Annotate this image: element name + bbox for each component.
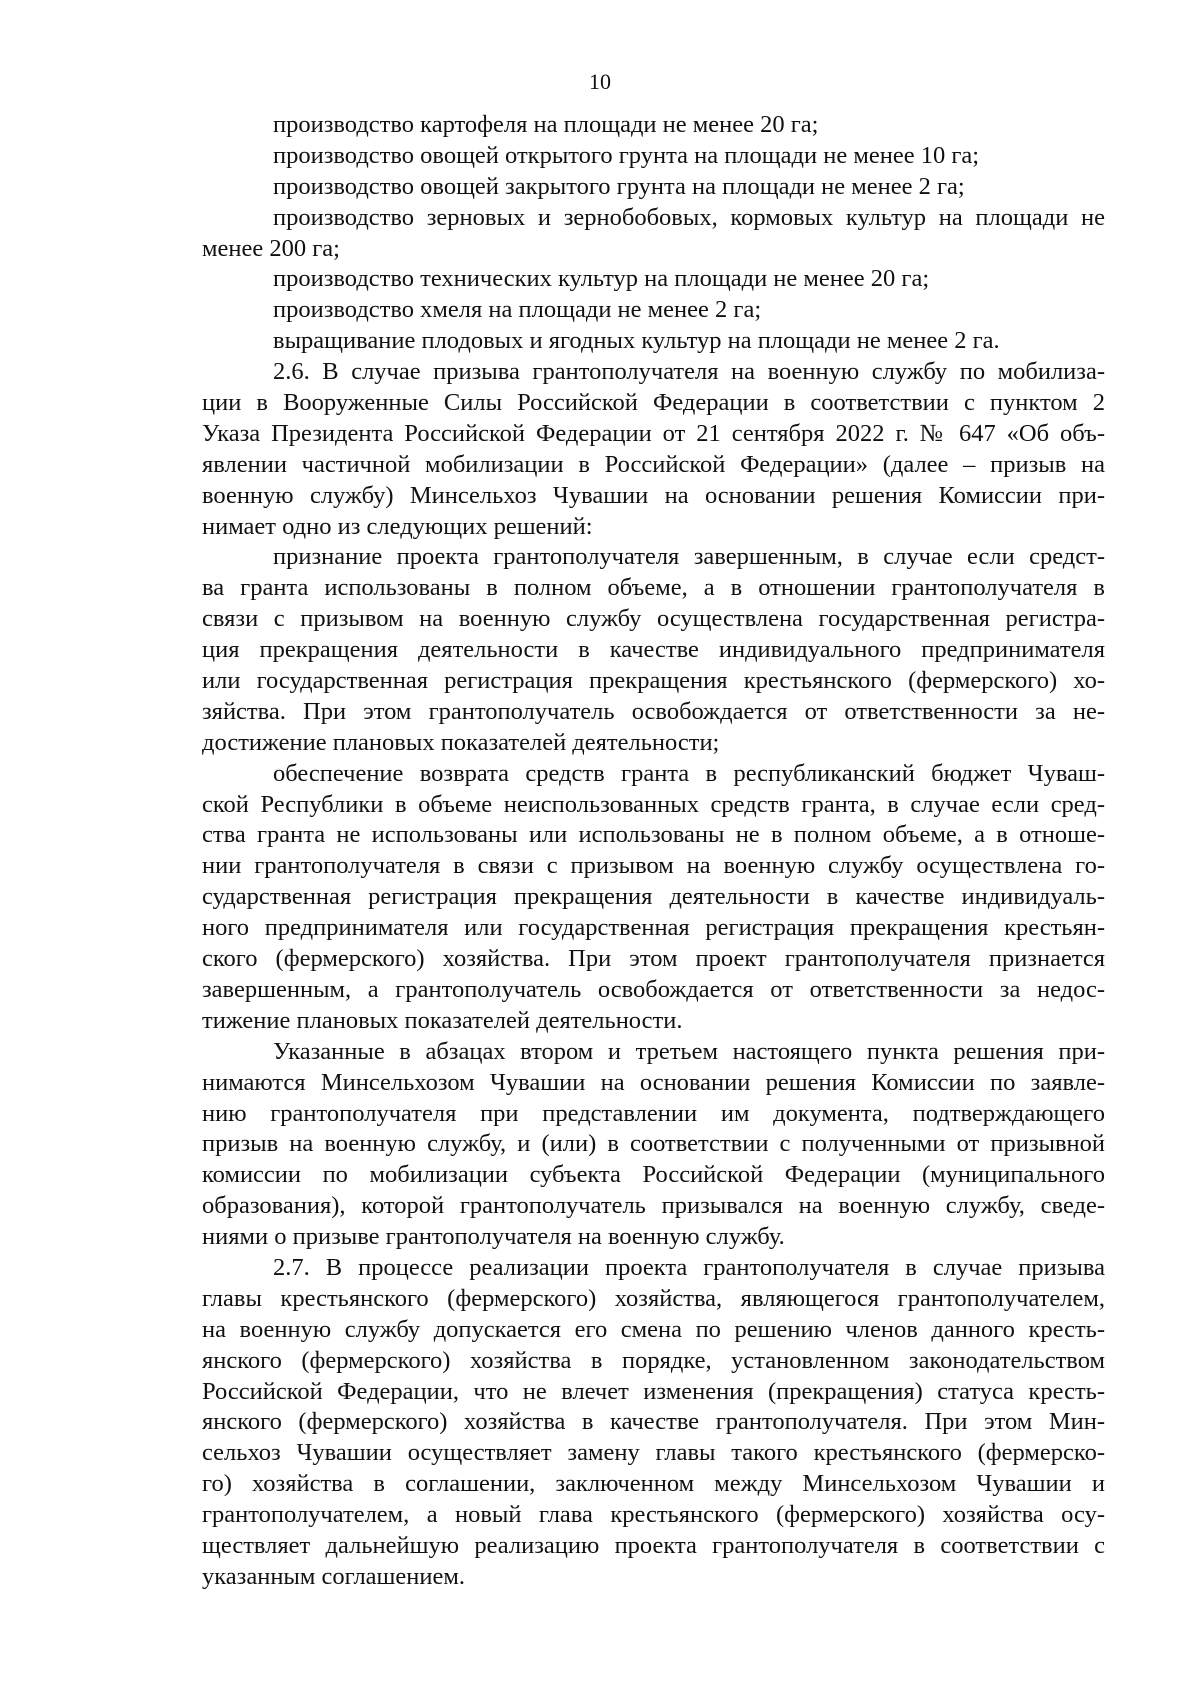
text-line: нимаются Минсельхозом Чувашии на основании решения Комиссии по заявле- bbox=[202, 1068, 1105, 1096]
text-line: достижение плановых показателей деятельности; bbox=[202, 728, 720, 756]
document-body bbox=[202, 110, 1105, 1593]
text-line: менее 200 га; bbox=[202, 234, 340, 262]
text-line: завершенным, а грантополучатель освобождается от ответственности за недос- bbox=[202, 975, 1105, 1003]
text-line: ниями о призыве грантополучателя на военную службу. bbox=[202, 1223, 785, 1251]
text-line: ва гранта использованы в полном объеме, а в отношении грантополучателя в bbox=[202, 574, 1105, 602]
text-line: выращивание плодовых и ягодных культур на площади не менее 2 га. bbox=[273, 327, 1000, 355]
text-line: нимает одно из следующих решений: bbox=[202, 512, 593, 540]
text-line: ществляет дальнейшую реализацию проекта грантополучателя в соответствии с bbox=[202, 1531, 1105, 1559]
text-line: зяйства. При этом грантополучатель освобождается от ответственности за не- bbox=[202, 697, 1105, 725]
text-line: 2.6. В случае призыва грантополучателя на военную службу по мобилиза- bbox=[273, 358, 1105, 386]
text-line: ской Республики в объеме неиспользованных средств гранта, в случае если сред- bbox=[202, 790, 1105, 818]
text-line: сельхоз Чувашии осуществляет замену главы такого крестьянского (фермерско- bbox=[202, 1439, 1105, 1467]
text-line: связи с призывом на военную службу осуществлена государственная регистра- bbox=[202, 605, 1105, 633]
text-line: ства гранта не использованы или использованы не в полном объеме, а в отноше- bbox=[202, 821, 1105, 849]
text-line: янского (фермерского) хозяйства в порядке, установленном законодательством bbox=[202, 1346, 1105, 1374]
page-number: 10 bbox=[589, 69, 611, 94]
text-line: производство овощей закрытого грунта на площади не менее 2 га; bbox=[273, 172, 965, 200]
text-line: тижение плановых показателей деятельности. bbox=[202, 1006, 683, 1034]
text-line: военную службу) Минсельхоз Чувашии на основании решения Комиссии при- bbox=[202, 481, 1105, 509]
text-line: Указа Президента Российской Федерации от 21 сентября 2022 г. № 647 «Об объ- bbox=[202, 419, 1105, 447]
text-line: или государственная регистрация прекращения крестьянского (фермерского) хо- bbox=[202, 667, 1105, 695]
text-line: образования), которой грантополучатель призывался на военную службу, сведе- bbox=[202, 1192, 1105, 1220]
text-line: ского (фермерского) хозяйства. При этом проект грантополучателя признается bbox=[202, 945, 1105, 973]
text-line: Указанные в абзацах втором и третьем настоящего пункта решения при- bbox=[273, 1037, 1105, 1065]
text-line: грантополучателем, а новый глава крестьянского (фермерского) хозяйства осу- bbox=[202, 1501, 1105, 1529]
text-line: го) хозяйства в соглашении, заключенном между Минсельхозом Чувашии и bbox=[202, 1470, 1105, 1498]
text-line: сударственная регистрация прекращения деятельности в качестве индивидуаль- bbox=[202, 883, 1105, 911]
text-line: ного предпринимателя или государственная регистрация прекращения крестьян- bbox=[202, 914, 1105, 942]
text-line: 2.7. В процессе реализации проекта грантополучателя в случае призыва bbox=[273, 1253, 1105, 1281]
text-line: обеспечение возврата средств гранта в республиканский бюджет Чуваш- bbox=[273, 759, 1105, 787]
text-line: производство технических культур на площади не менее 20 га; bbox=[273, 265, 930, 293]
text-line: производство картофеля на площади не менее 20 га; bbox=[273, 111, 819, 138]
text-line: производство хмеля на площади не менее 2 га; bbox=[273, 296, 762, 324]
text-line: признание проекта грантополучателя завершенным, в случае если средст- bbox=[273, 543, 1105, 571]
text-line: производство овощей открытого грунта на площади не менее 10 га; bbox=[273, 141, 980, 169]
text-line: на военную службу допускается его смена по решению членов данного кресть- bbox=[202, 1315, 1105, 1343]
text-line: нии грантополучателя в связи с призывом на военную службу осуществлена го- bbox=[202, 852, 1105, 880]
text-line: производство зерновых и зернобобовых, кормовых культур на площади не bbox=[273, 203, 1105, 231]
text-line: призыв на военную службу, и (или) в соответствии с полученными от призывной bbox=[202, 1130, 1105, 1158]
text-line: Российской Федерации, что не влечет изменения (прекращения) статуса кресть- bbox=[202, 1377, 1105, 1405]
text-line: главы крестьянского (фермерского) хозяйства, являющегося грантополучателем, bbox=[202, 1284, 1105, 1312]
text-line: явлении частичной мобилизации в Российской Федерации» (далее – призыв на bbox=[202, 450, 1105, 478]
text-line: указанным соглашением. bbox=[202, 1562, 466, 1590]
text-line: ция прекращения деятельности в качестве индивидуального предпринимателя bbox=[202, 636, 1105, 664]
text-line: нию грантополучателя при представлении им документа, подтверждающего bbox=[202, 1099, 1105, 1127]
text-line: комиссии по мобилизации субъекта Российской Федерации (муниципального bbox=[202, 1161, 1105, 1189]
text-line: ции в Вооруженные Силы Российской Федерации в соответствии с пунктом 2 bbox=[202, 389, 1105, 417]
text-line: янского (фермерского) хозяйства в качестве грантополучателя. При этом Мин- bbox=[202, 1408, 1105, 1436]
